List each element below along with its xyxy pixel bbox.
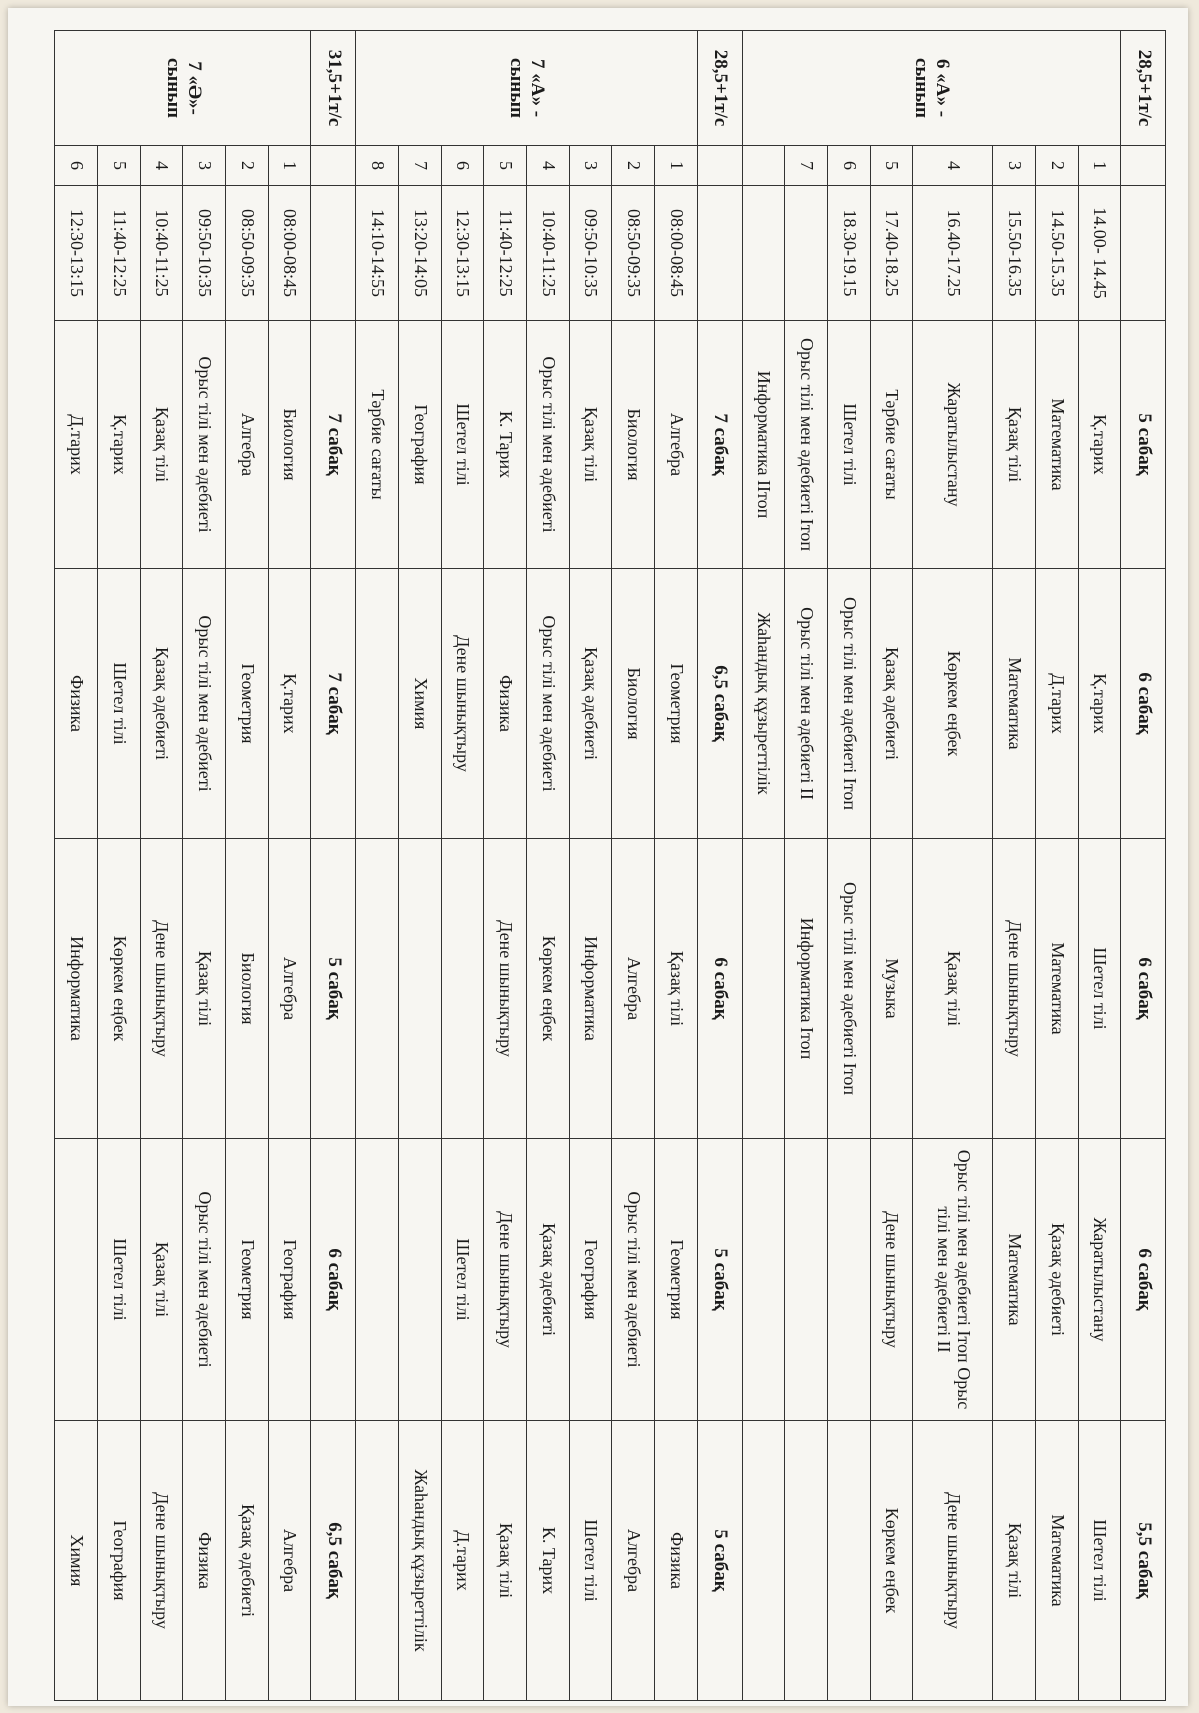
schedule-table — [54, 30, 1166, 1701]
subject-cell: Қазақ тілі — [140, 1139, 183, 1421]
subject-cell: Дене шынықтыру — [484, 1139, 527, 1421]
weekly-hours: 28,5+1т/с — [697, 31, 742, 146]
subject-cell: Орыс тілі мен әдебиеті — [183, 569, 226, 839]
lesson-number: 5 — [97, 146, 140, 186]
subject-cell: Қазақ тілі — [484, 1421, 527, 1701]
lesson-number: 2 — [612, 146, 655, 186]
day-lesson-count: 5 сабақ — [697, 1421, 742, 1701]
summary-row — [697, 31, 742, 1701]
lesson-number: 3 — [569, 146, 612, 186]
subject-cell — [356, 839, 399, 1139]
subject-cell: Жаратылыстану — [1078, 1139, 1121, 1421]
subject-cell: Геометрия — [226, 569, 269, 839]
lesson-row — [913, 31, 993, 1701]
subject-cell: Орыс тілі мен әдебиеті Ітоп — [785, 321, 828, 569]
lesson-time: 18.30-19.15 — [827, 186, 870, 321]
subject-cell: Химия — [55, 1421, 98, 1701]
lesson-row — [655, 31, 698, 1701]
lesson-time: 17.40-18.25 — [870, 186, 913, 321]
day-lesson-count: 5 сабақ — [1121, 321, 1166, 569]
subject-cell: Көркем еңбек — [97, 839, 140, 1139]
weekly-hours: 28,5+1т/с — [1121, 31, 1166, 146]
subject-cell: Қ.тарих — [268, 569, 311, 839]
subject-cell: Дене шынықтыру — [441, 569, 484, 839]
document-page — [8, 8, 1188, 1706]
subject-cell: Дене шынықтыру — [870, 1139, 913, 1421]
subject-cell — [742, 1139, 785, 1421]
subject-cell: Шетел тілі — [97, 569, 140, 839]
day-lesson-count: 6 сабақ — [1121, 1139, 1166, 1421]
lesson-row — [870, 31, 913, 1701]
subject-cell: Математика — [1035, 1421, 1078, 1701]
lesson-row — [140, 31, 183, 1701]
lesson-time: 15.50-16.35 — [993, 186, 1036, 321]
subject-cell: Физика — [484, 569, 527, 839]
lesson-row — [612, 31, 655, 1701]
subject-cell: Информатика ІІтоп — [742, 321, 785, 569]
subject-cell: Қазақ әдебиеті — [526, 1139, 569, 1421]
subject-cell — [55, 1139, 98, 1421]
subject-cell — [441, 839, 484, 1139]
subject-cell: Д.тарих — [1035, 569, 1078, 839]
lesson-row — [484, 31, 527, 1701]
subject-cell: География — [97, 1421, 140, 1701]
subject-cell: Математика — [993, 569, 1036, 839]
subject-cell: Алгебра — [268, 1421, 311, 1701]
lesson-number: 2 — [1035, 146, 1078, 186]
lesson-time: 08:50-09:35 — [612, 186, 655, 321]
subject-cell — [785, 1139, 828, 1421]
lesson-time — [785, 186, 828, 321]
subject-cell: Физика — [655, 1421, 698, 1701]
subject-cell — [398, 839, 441, 1139]
subject-cell: Қазақ тілі — [913, 839, 993, 1139]
subject-cell: Орыс тілі мен әдебиеті Ітоп — [827, 569, 870, 839]
subject-cell — [742, 1421, 785, 1701]
lesson-time: 14.00- 14.45 — [1078, 186, 1121, 321]
lesson-number: 1 — [1078, 146, 1121, 186]
lesson-row — [441, 31, 484, 1701]
day-lesson-count: 5,5 сабақ — [1121, 1421, 1166, 1701]
lesson-time: 11:40-12:25 — [97, 186, 140, 321]
subject-cell — [785, 1421, 828, 1701]
subject-cell: Алгебра — [612, 1421, 655, 1701]
lesson-number: 6 — [55, 146, 98, 186]
lesson-row — [356, 31, 399, 1701]
subject-cell: Шетел тілі — [441, 1139, 484, 1421]
lesson-number: 4 — [913, 146, 993, 186]
subject-cell: Көркем еңбек — [870, 1421, 913, 1701]
lesson-number: 3 — [993, 146, 1036, 186]
subject-cell: Д.тарих — [55, 321, 98, 569]
lesson-number: 2 — [226, 146, 269, 186]
subject-cell: Орыс тілі мен әдебиеті — [526, 321, 569, 569]
lesson-row — [785, 31, 828, 1701]
lesson-number: 3 — [183, 146, 226, 186]
empty-cell — [1121, 146, 1166, 186]
subject-cell: Шетел тілі — [827, 321, 870, 569]
subject-cell: Орыс тілі мен әдебиеті Ітоп — [827, 839, 870, 1139]
empty-cell — [697, 146, 742, 186]
subject-cell: Тәрбие сағаты — [356, 321, 399, 569]
day-lesson-count: 7 сабақ — [697, 321, 742, 569]
subject-cell: География — [268, 1139, 311, 1421]
class-name: 7 «А» - сынып — [356, 31, 698, 146]
lesson-time: 12:30-13:15 — [55, 186, 98, 321]
lesson-row — [97, 31, 140, 1701]
subject-cell: Алгебра — [612, 839, 655, 1139]
class-name: 6 «А» - сынып — [742, 31, 1121, 146]
lesson-number: 6 — [441, 146, 484, 186]
lesson-row — [993, 31, 1036, 1701]
subject-cell — [356, 569, 399, 839]
lesson-number: 4 — [526, 146, 569, 186]
weekly-hours: 31,5+1т/с — [311, 31, 356, 146]
subject-cell — [398, 1139, 441, 1421]
subject-cell: Алгебра — [268, 839, 311, 1139]
subject-cell: Дене шынықтыру — [993, 839, 1036, 1139]
subject-cell: Орыс тілі мен әдебиеті — [612, 1139, 655, 1421]
subject-cell: Физика — [55, 569, 98, 839]
subject-cell: Дене шынықтыру — [140, 839, 183, 1139]
summary-row — [311, 31, 356, 1701]
lesson-row — [827, 31, 870, 1701]
subject-cell: Химия — [398, 569, 441, 839]
lesson-number: 7 — [785, 146, 828, 186]
subject-cell: Шетел тілі — [97, 1139, 140, 1421]
subject-cell: Математика — [1035, 839, 1078, 1139]
subject-cell: Тәрбие сағаты — [870, 321, 913, 569]
subject-cell: Қ.тарих — [1078, 569, 1121, 839]
subject-cell: География — [569, 1139, 612, 1421]
lesson-row — [526, 31, 569, 1701]
subject-cell: Информатика — [569, 839, 612, 1139]
lesson-row — [268, 31, 311, 1701]
subject-cell: Шетел тілі — [569, 1421, 612, 1701]
subject-cell: Геометрия — [655, 1139, 698, 1421]
subject-cell: Шетел тілі — [1078, 839, 1121, 1139]
subject-cell: Орыс тілі мен әдебиеті — [183, 1139, 226, 1421]
lesson-row — [183, 31, 226, 1701]
subject-cell: Қазақ әдебиеті — [226, 1421, 269, 1701]
lesson-number: 1 — [655, 146, 698, 186]
lesson-row — [1078, 31, 1121, 1701]
day-lesson-count: 6 сабақ — [1121, 839, 1166, 1139]
lesson-row — [569, 31, 612, 1701]
subject-cell: К. Тарих — [484, 321, 527, 569]
subject-cell: Орыс тілі мен әдебиеті — [526, 569, 569, 839]
day-lesson-count: 6 сабақ — [311, 1139, 356, 1421]
subject-cell — [827, 1139, 870, 1421]
subject-cell: Информатика — [55, 839, 98, 1139]
day-lesson-count: 7 сабақ — [311, 569, 356, 839]
lesson-row — [398, 31, 441, 1701]
lesson-time: 08:00-08:45 — [268, 186, 311, 321]
subject-cell: Д.тарих — [441, 1421, 484, 1701]
subject-cell: Қазақ тілі — [569, 321, 612, 569]
subject-cell: Қазақ әдебиеті — [870, 569, 913, 839]
lesson-row — [1035, 31, 1078, 1701]
subject-cell: Шетел тілі — [441, 321, 484, 569]
subject-cell: Қазақ тілі — [993, 1421, 1036, 1701]
subject-cell: Қазақ тілі — [140, 321, 183, 569]
subject-cell: Қазақ әдебиеті — [1035, 1139, 1078, 1421]
rotated-schedule — [54, 30, 1166, 1700]
subject-cell: Дене шынықтыру — [484, 839, 527, 1139]
subject-cell: Орыс тілі мен әдебиеті Ітоп Орыс тілі мен әдебиеті ІІ — [913, 1139, 993, 1421]
subject-cell — [742, 839, 785, 1139]
subject-cell: Жаратылыстану — [913, 321, 993, 569]
subject-cell: Дене шынықтыру — [140, 1421, 183, 1701]
subject-cell: Физика — [183, 1421, 226, 1701]
subject-cell — [356, 1421, 399, 1701]
lesson-time: 09:50-10:35 — [183, 186, 226, 321]
subject-cell: Шетел тілі — [1078, 1421, 1121, 1701]
lesson-row — [55, 31, 98, 1701]
lesson-number: 4 — [140, 146, 183, 186]
subject-cell — [827, 1421, 870, 1701]
subject-cell: К. Тарих — [526, 1421, 569, 1701]
lesson-time: 08:50-09:35 — [226, 186, 269, 321]
subject-cell: Қазақ әдебиеті — [140, 569, 183, 839]
day-lesson-count: 7 сабақ — [311, 321, 356, 569]
day-lesson-count: 6,5 сабақ — [697, 569, 742, 839]
lesson-number — [742, 146, 785, 186]
subject-cell: Қ.тарих — [97, 321, 140, 569]
subject-cell: Қазақ әдебиеті — [569, 569, 612, 839]
lesson-number: 6 — [827, 146, 870, 186]
class-name: 7 «Ә»- сынып — [55, 31, 311, 146]
day-lesson-count: 5 сабақ — [311, 839, 356, 1139]
subject-cell: Қазақ тілі — [655, 839, 698, 1139]
subject-cell: Орыс тілі мен әдебиеті ІІ — [785, 569, 828, 839]
subject-cell: Орыс тілі мен әдебиеті — [183, 321, 226, 569]
subject-cell: Геометрия — [226, 1139, 269, 1421]
subject-cell: Биология — [226, 839, 269, 1139]
empty-cell — [311, 186, 356, 321]
lesson-row — [742, 31, 785, 1701]
subject-cell: Алгебра — [226, 321, 269, 569]
lesson-time: 16.40-17.25 — [913, 186, 993, 321]
lesson-time: 14.50-15.35 — [1035, 186, 1078, 321]
lesson-time — [742, 186, 785, 321]
summary-row — [1121, 31, 1166, 1701]
subject-cell: Жаһандық құзыреттілік — [742, 569, 785, 839]
lesson-number: 1 — [268, 146, 311, 186]
lesson-row — [226, 31, 269, 1701]
subject-cell: Информатика Ітоп — [785, 839, 828, 1139]
day-lesson-count: 6,5 сабақ — [311, 1421, 356, 1701]
lesson-number: 5 — [870, 146, 913, 186]
subject-cell: Жаһандық құзыреттілік — [398, 1421, 441, 1701]
subject-cell: Көркем еңбек — [913, 569, 993, 839]
subject-cell: Қ.тарих — [1078, 321, 1121, 569]
lesson-time: 14:10-14:55 — [356, 186, 399, 321]
subject-cell: Геометрия — [655, 569, 698, 839]
empty-cell — [697, 186, 742, 321]
empty-cell — [1121, 186, 1166, 321]
subject-cell: Қазақ тілі — [183, 839, 226, 1139]
day-lesson-count: 6 сабақ — [1121, 569, 1166, 839]
subject-cell: Алгебра — [655, 321, 698, 569]
lesson-time: 12:30-13:15 — [441, 186, 484, 321]
empty-cell — [311, 146, 356, 186]
lesson-number: 5 — [484, 146, 527, 186]
lesson-time: 11:40-12:25 — [484, 186, 527, 321]
subject-cell: Дене шынықтыру — [913, 1421, 993, 1701]
lesson-time: 10:40-11:25 — [140, 186, 183, 321]
subject-cell: Математика — [993, 1139, 1036, 1421]
lesson-time: 08:00-08:45 — [655, 186, 698, 321]
subject-cell: География — [398, 321, 441, 569]
lesson-time: 10:40-11:25 — [526, 186, 569, 321]
lesson-number: 8 — [356, 146, 399, 186]
subject-cell — [356, 1139, 399, 1421]
day-lesson-count: 6 сабақ — [697, 839, 742, 1139]
subject-cell: Биология — [268, 321, 311, 569]
lesson-time: 09:50-10:35 — [569, 186, 612, 321]
subject-cell: Математика — [1035, 321, 1078, 569]
subject-cell: Қазақ тілі — [993, 321, 1036, 569]
lesson-time: 13:20-14:05 — [398, 186, 441, 321]
subject-cell: Көркем еңбек — [526, 839, 569, 1139]
day-lesson-count: 5 сабақ — [697, 1139, 742, 1421]
subject-cell: Биология — [612, 321, 655, 569]
subject-cell: Музыка — [870, 839, 913, 1139]
subject-cell: Биология — [612, 569, 655, 839]
lesson-number: 7 — [398, 146, 441, 186]
